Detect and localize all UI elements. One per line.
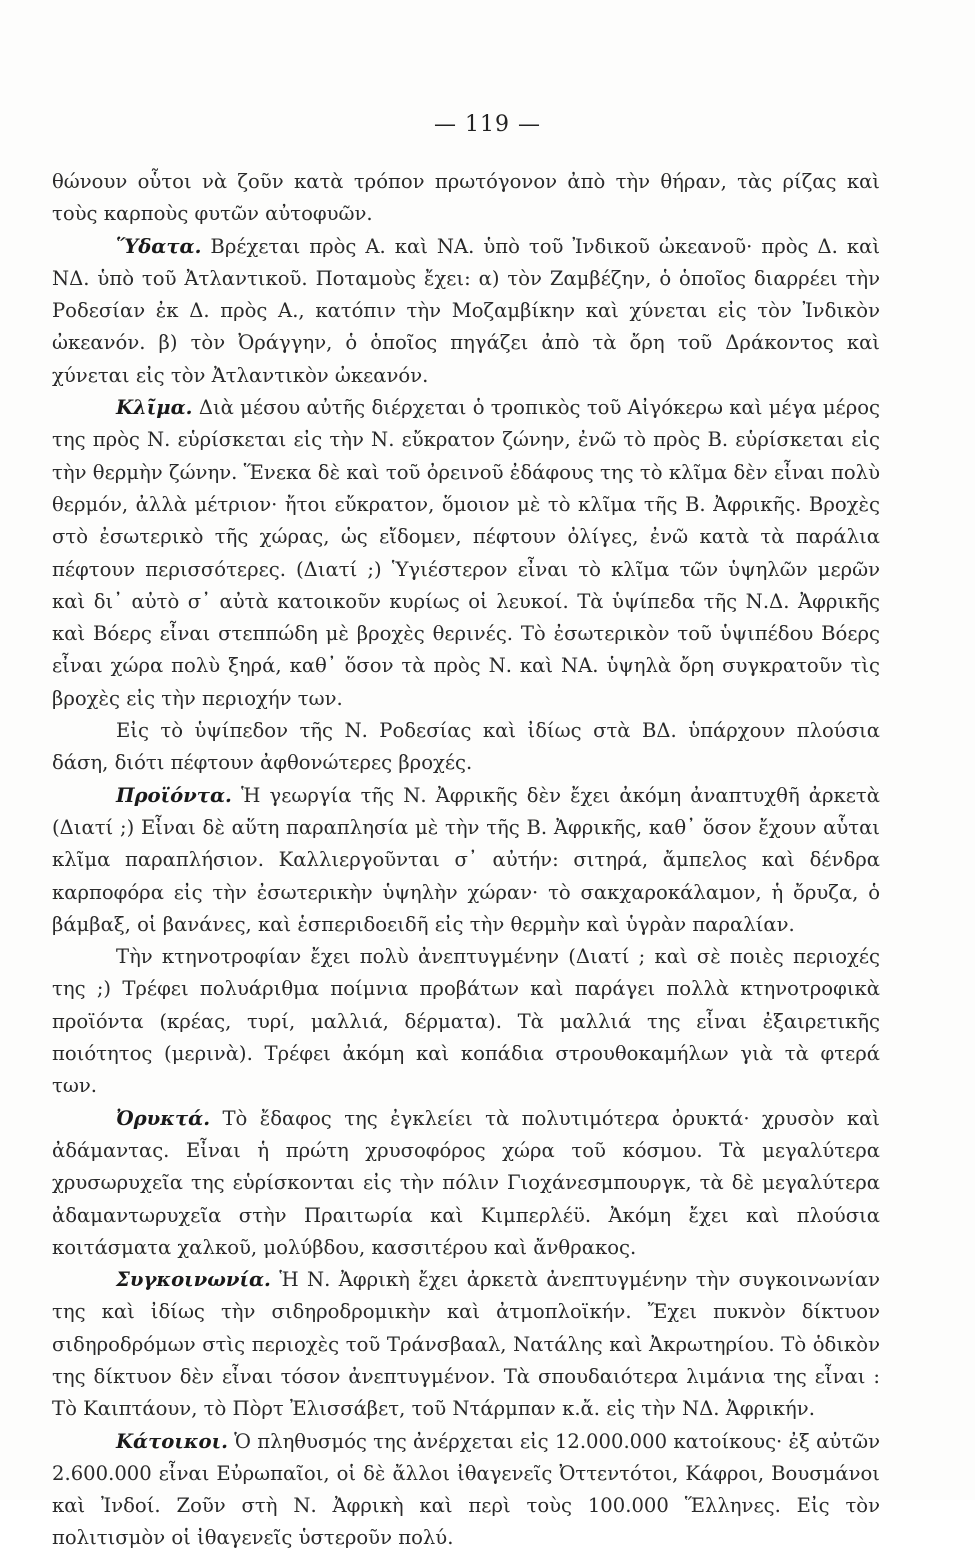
section-heading-climate: Κλῖμα. <box>116 396 193 420</box>
paragraph-minerals <box>52 1103 880 1264</box>
section-heading-transport: Συγκοινωνία. <box>116 1268 271 1292</box>
paragraph-climate <box>52 392 880 715</box>
section-heading-minerals: Ὀρυκτά. <box>116 1106 211 1130</box>
paragraph-text: Ὁ πληθυσμός της ἀνέρχεται εἰς 12.000.000 κατοίκους· ἐξ αὐτῶν 2.600.000 εἶναι Εὐρωπαῖοι, οἱ δὲ ἄλλοι ἰθαγενεῖς Ὀττεντότοι, Κάφροι, Βουσμάνοι καὶ Ἰνδοί. Ζοῦν στὴ Ν. Ἀφρικὴ καὶ περὶ τοὺς 100.000 Ἕλληνες. Εἰς τὸν πολιτισμὸν οἱ ἰθαγενεῖς ὑστεροῦν πολύ. <box>52 1429 880 1550</box>
page-body-text <box>52 166 880 1555</box>
section-heading-products: Προϊόντα. <box>116 783 232 807</box>
paragraph-forests <box>52 715 880 780</box>
paragraph-text: Τὸ ἔδαφος της ἐγκλείει τὰ πολυτιμότερα ὀρυκτά· χρυσὸν καὶ ἀδάμαντας. Εἶναι ἡ πρώτη χρυσοφόρος χώρα τοῦ κόσμου. Τὰ μεγαλύτερα χρυσωρυχεῖα της εὑρίσκονται εἰς τὴν πόλιν Γιοχάνεσμπουργκ, τὰ δὲ μεγαλύτερα ἀδαμαντωρυχεῖα στὴν Πραιτωρία καὶ Κιμπερλέϋ. Ἀκόμη ἔχει καὶ πλούσια κοιτάσματα χαλκοῦ, μολύβδου, κασσιτέρου καὶ ἄνθρακος. <box>52 1106 880 1259</box>
paragraph-text: Βρέχεται πρὸς Α. καὶ ΝΑ. ὑπὸ τοῦ Ἰνδικοῦ ὠκεανοῦ· πρὸς Δ. καὶ ΝΔ. ὑπὸ τοῦ Ἀτλαντικοῦ. Ποταμοὺς ἔχει: α) τὸν Ζαμβέζην, ὁ ὁποῖος διαρρέει τὴν Ροδεσίαν ἐκ Δ. πρὸς Α., κατόπιν τὴν Μοζαμβίκην καὶ χύνεται εἰς τὸν Ἰνδικὸν ὠκεανόν. β) τὸν Ὀράγγην, ὁ ὁποῖος πηγάζει ἀπὸ τὰ ὄρη τοῦ Δράκοντος καὶ χύνεται εἰς τὸν Ἀτλαντικὸν ὠκεανόν. <box>52 234 880 387</box>
section-heading-waters: Ὕδατα. <box>116 234 202 258</box>
paragraph-intro <box>52 166 880 231</box>
page-number: — 119 — <box>434 112 541 137</box>
paragraph-text: Ἡ γεωργία τῆς Ν. Ἀφρικῆς δὲν ἔχει ἀκόμη ἀναπτυχθῆ ἀρκετὰ (Διατί ;) Εἶναι δὲ αὕτη παραπλησία μὲ τὴν τῆς Β. Ἀφρικῆς, καθ᾽ ὅσον ἔχουν αὗται κλῖμα παραπλήσιον. Καλλιεργοῦνται σ᾽ αὐτήν: σιτηρά, ἄμπελος καὶ δένδρα καρποφόρα εἰς τὴν ἐσωτερικὴν ὑψηλὴν χώραν· τὸ σακχαροκάλαμον, ἡ ὄρυζα, ὁ βάμβαξ, οἱ βανάνες, καὶ ἑσπεριδοειδῆ εἰς τὴν θερμὴν καὶ ὑγρὰν παραλίαν. <box>52 783 880 936</box>
paragraph-text: θώνουν οὗτοι νὰ ζοῦν κατὰ τρόπον πρωτόγονον ἀπὸ τὴν θήραν, τὰς ρίζας καὶ τοὺς καρποὺς φυτῶν αὐτοφυῶν. <box>52 170 880 226</box>
paragraph-text: Διὰ μέσου αὐτῆς διέρχεται ὁ τροπικὸς τοῦ Αἰγόκερω καὶ μέγα μέρος της πρὸς Ν. εὑρίσκεται εἰς τὴν Ν. εὔκρατον ζώνην, ἐνῶ τὸ πρὸς Β. εὑρίσκεται εἰς τὴν θερμὴν ζώνην. Ἕνεκα δὲ καὶ τοῦ ὀρεινοῦ ἐδάφους της τὸ κλῖμα δὲν εἶναι πολὺ θερμόν, ἀλλὰ μέτριον· ἤτοι εὔκρατον, ὅμοιον μὲ τὸ κλῖμα τῆς Β. Ἀφρικῆς. Βροχὲς στὸ ἐσωτερικὸ τῆς χώρας, ὡς εἴδομεν, πέφτουν ὀλίγες, ἐνῶ κατὰ τὰ παράλια πέφτουν περισσότερες. (Διατί ;) Ὑγιέστερον εἶναι τὸ κλῖμα τῶν ὑψηλῶν μερῶν καὶ δι᾽ αὐτὸ σ᾽ αὐτὰ κατοικοῦν κυρίως οἱ λευκοί. Τὰ ὑψίπεδα τῆς Ν.Δ. Ἀφρικῆς καὶ Βόερς εἶναι στεππώδη μὲ βροχὲς θερινές. Τὸ ἐσωτερικὸν τοῦ ὑψιπέδου Βόερς εἶναι χώρα πολὺ ξηρά, καθ᾽ ὅσον τὰ πρὸς Ν. καὶ ΝΑ. ὑψηλὰ ὄρη συγκρατοῦν τὶς βροχὲς εἰς τὴν περιοχήν των. <box>52 396 880 710</box>
paragraph-livestock <box>52 941 880 1102</box>
paragraph-inhabitants <box>52 1426 880 1555</box>
paragraph-text: Τὴν κτηνοτροφίαν ἔχει πολὺ ἀνεπτυγμένην (Διατί ; καὶ σὲ ποιὲς περιοχές της ;) Τρέφει πολυάριθμα ποίμνια προβάτων καὶ παράγει πολλὰ κτηνοτροφικὰ προϊόντα (κρέας, τυρί, μαλλιά, δέρματα). Τὰ μαλλιά της εἶναι ἐξαιρετικῆς ποιότητος (μερινὰ). Τρέφει ἀκόμη καὶ κοπάδια στρουθοκαμήλων γιὰ τὰ φτερά των. <box>52 945 880 1098</box>
paragraph-products <box>52 780 880 941</box>
section-heading-inhabitants: Κάτοικοι. <box>116 1429 228 1453</box>
paragraph-text: Εἰς τὸ ὑψίπεδον τῆς Ν. Ροδεσίας καὶ ἰδίως στὰ ΒΔ. ὑπάρχουν πλούσια δάση, διότι πέφτουν ἀφθονώτερες βροχές. <box>52 719 880 775</box>
paragraph-transport <box>52 1264 880 1425</box>
paragraph-text: Ἡ Ν. Ἀφρικὴ ἔχει ἀρκετὰ ἀνεπτυγμένην τὴν συγκοινωνίαν της καὶ ἰδίως τὴν σιδηροδρομικὴν καὶ ἀτμοπλοϊκήν. Ἔχει πυκνὸν δίκτυον σιδηροδρόμων στὶς περιοχὲς τοῦ Τράνσβααλ, Νατάλης καὶ Ἀκρωτηρίου. Τὸ ὁδικὸν της δίκτυον δὲν εἶναι τόσον ἀνεπτυγμένον. Τὰ σπουδαιότερα λιμάνια της εἶναι : Τὸ Καιπτάουν, τὸ Πὸρτ Ἐλισσάβετ, τοῦ Ντάρμπαν κ.ἄ. εἰς τὴν ΝΔ. Ἀφρικήν. <box>52 1268 881 1421</box>
paragraph-waters <box>52 231 880 392</box>
